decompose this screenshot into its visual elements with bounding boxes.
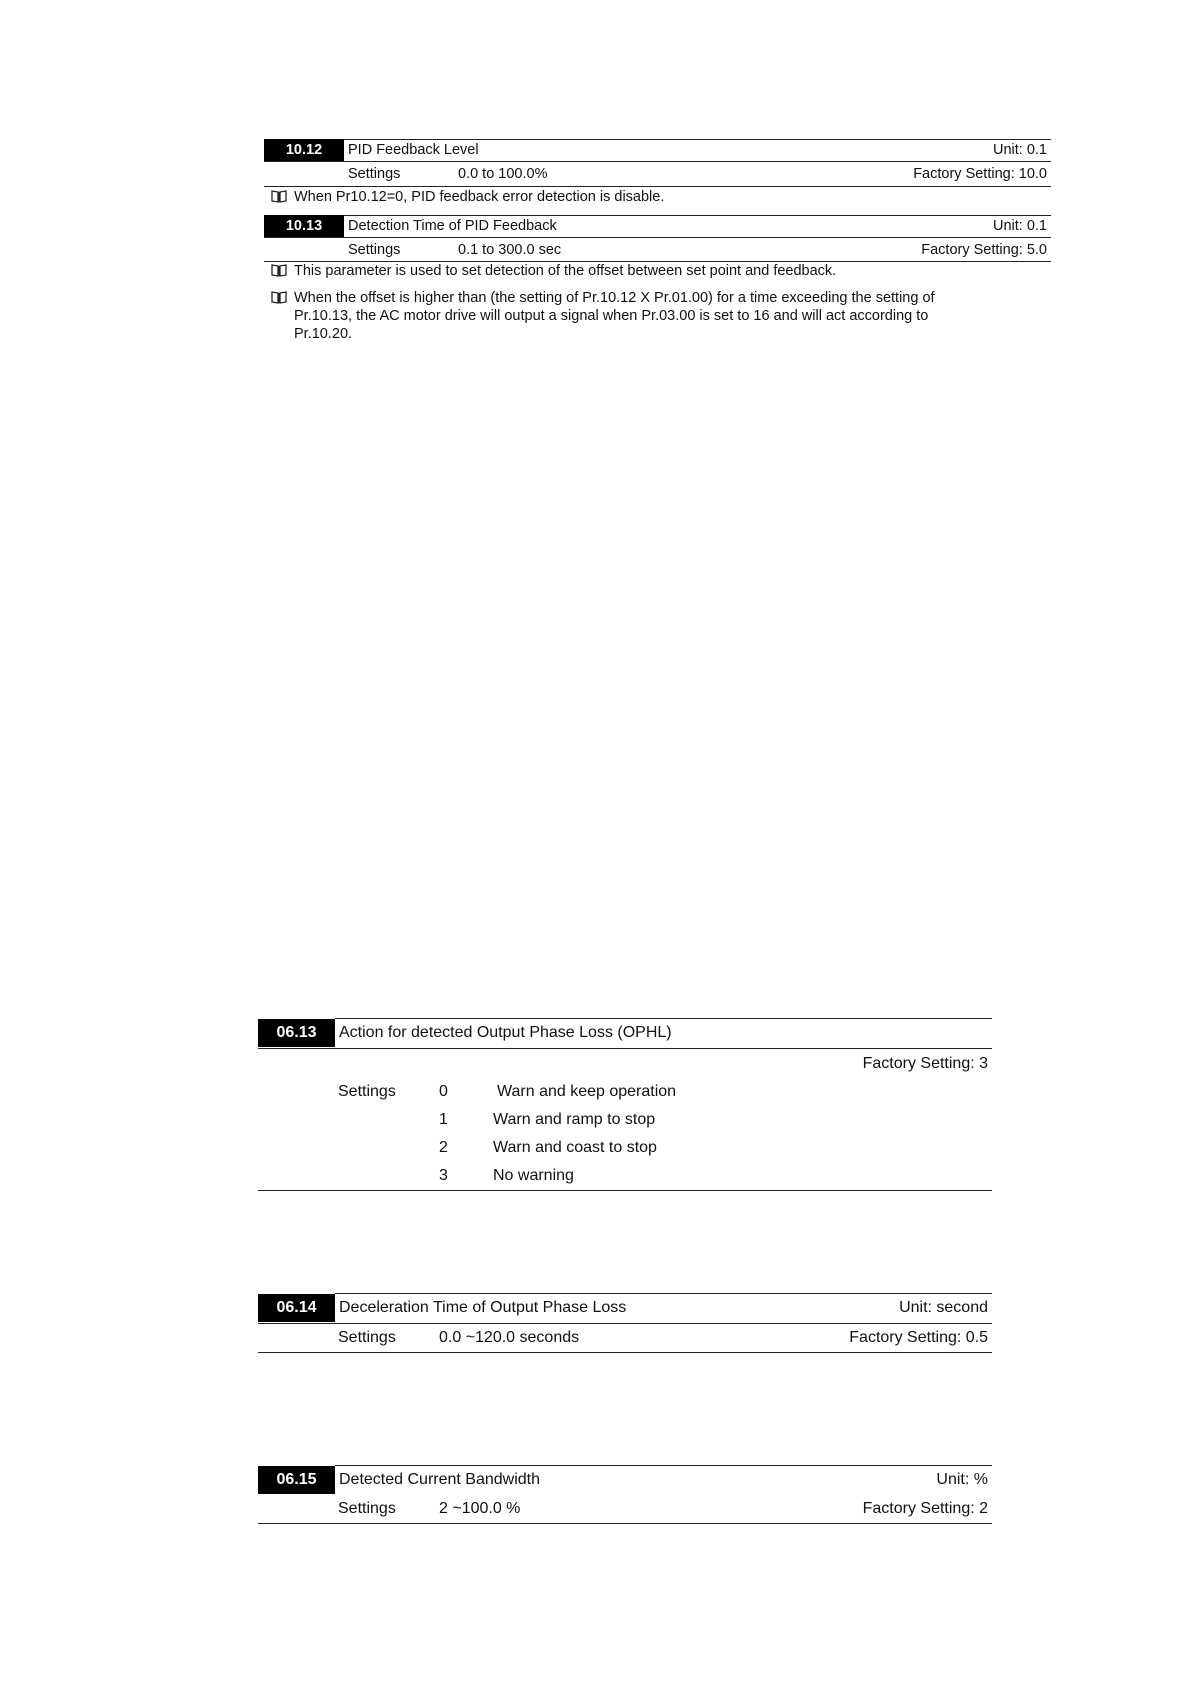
param-unit: Unit: 0.1 xyxy=(993,142,1047,158)
param-title: Deceleration Time of Output Phase Loss xyxy=(339,1299,627,1316)
param-number: 06.15 xyxy=(258,1466,335,1494)
settings-label: Settings xyxy=(348,166,401,182)
note-text: This parameter is used to set detection of the offset between set point and feedback. xyxy=(294,263,837,279)
option-row xyxy=(258,1106,992,1134)
param-06-13 xyxy=(258,1018,992,1191)
param-title: Action for detected Output Phase Loss (OPHL) xyxy=(339,1024,672,1041)
settings-row xyxy=(258,1324,992,1352)
option-text: Warn and coast to stop xyxy=(493,1139,657,1156)
param-title: Detected Current Bandwidth xyxy=(339,1471,540,1488)
param-10-13-header xyxy=(264,215,1051,237)
option-value: 2 xyxy=(439,1139,448,1156)
option-text: Warn and keep operation xyxy=(497,1083,677,1100)
param-unit: Unit: 0.1 xyxy=(993,218,1047,234)
factory-setting: Factory Setting: 10.0 xyxy=(913,166,1047,182)
book-icon xyxy=(264,262,294,277)
settings-label: Settings xyxy=(338,1329,396,1346)
factory-setting: Factory Setting: 3 xyxy=(862,1054,988,1072)
param-title: Detection Time of PID Feedback xyxy=(348,218,557,234)
param-title: PID Feedback Level xyxy=(348,142,479,158)
param-10-13-settings xyxy=(264,238,1051,261)
param-10-12-settings xyxy=(264,162,1051,186)
factory-setting: Factory Setting: 5.0 xyxy=(921,241,1047,258)
option-row xyxy=(258,1134,992,1162)
settings-value: 0.0 to 100.0% xyxy=(458,166,548,182)
settings-value: 2 ~100.0 % xyxy=(439,1500,521,1517)
note xyxy=(264,262,1051,280)
factory-setting: Factory Setting: 0.5 xyxy=(849,1329,988,1346)
note-text: When Pr10.12=0, PID feedback error detection is disable. xyxy=(294,189,665,205)
param-10-12-header xyxy=(264,139,1051,161)
book-icon xyxy=(264,188,294,203)
param-number: 06.13 xyxy=(258,1019,335,1047)
option-value: 3 xyxy=(439,1167,448,1184)
param-unit: Unit: % xyxy=(936,1471,988,1488)
note-text: When the offset is higher than (the setting of Pr.10.12 X Pr.01.00) for a time exceeding the setting of Pr.10.13, the AC motor drive will output a signal when Pr.03.00 is set to 16 and will act according to Pr.10.20. xyxy=(294,290,935,342)
settings-label: Settings xyxy=(338,1083,396,1100)
param-06-14 xyxy=(258,1293,992,1353)
option-row xyxy=(258,1162,992,1190)
option-value: 1 xyxy=(439,1111,448,1128)
settings-label: Settings xyxy=(338,1500,396,1517)
settings-row xyxy=(258,1495,992,1523)
settings-label: Settings xyxy=(348,241,401,258)
option-text: No warning xyxy=(493,1167,574,1184)
param-group-10 xyxy=(264,139,1051,343)
note xyxy=(264,188,1051,206)
param-number: 10.12 xyxy=(264,139,344,161)
options-list xyxy=(258,1078,992,1190)
option-row xyxy=(258,1078,992,1106)
option-text: Warn and ramp to stop xyxy=(493,1111,656,1128)
note xyxy=(264,289,1051,343)
param-06-15 xyxy=(258,1465,992,1524)
factory-setting: Factory Setting: 2 xyxy=(862,1500,988,1517)
param-number: 06.14 xyxy=(258,1294,335,1322)
param-unit: Unit: second xyxy=(899,1299,988,1316)
option-value: 0 xyxy=(439,1083,448,1100)
settings-value: 0.0 ~120.0 seconds xyxy=(439,1329,580,1346)
book-icon xyxy=(264,289,294,304)
param-number: 10.13 xyxy=(264,215,344,237)
settings-value: 0.1 to 300.0 sec xyxy=(458,241,562,258)
